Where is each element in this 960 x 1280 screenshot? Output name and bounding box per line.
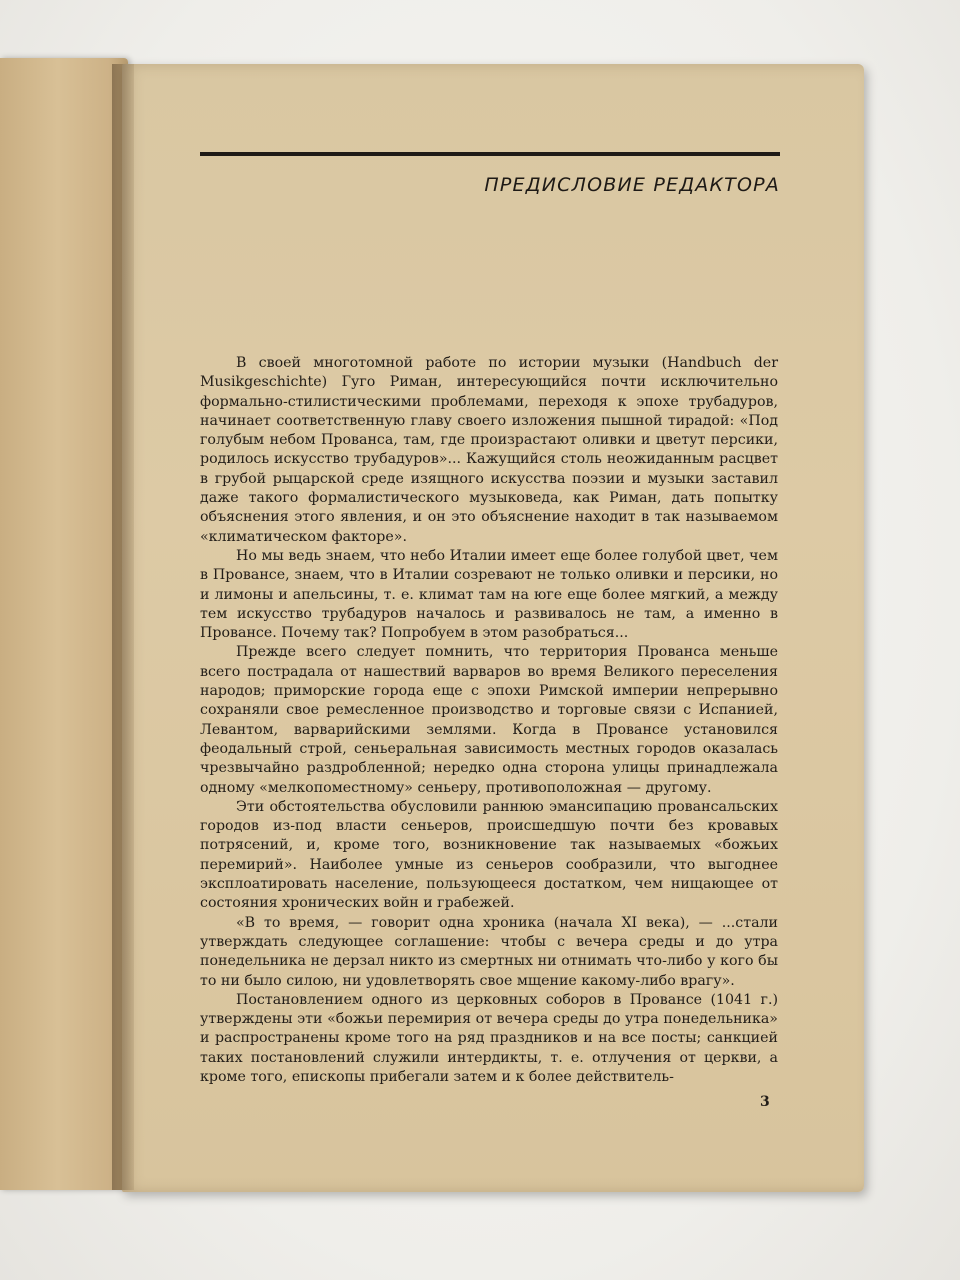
paragraph: Прежде всего следует помнить, что территория Прованса меньше всего пострадала от нашествий варваров во время Великого переселения народов; приморские города еще с эпохи Римской империи непрерывно сохраняли свое ремесленное производство и торговые связи с Испанией, Левантом, варварийскими землями. Когда в Провансе установился феодальный строй, сеньеральная зависимость местных городов оказалась чрезвычайно раздробленной; нередко одна сторона улицы принадлежала одному «мелкопоместному» сеньеру, противоположная — другому. xyxy=(200,644,778,796)
page-number: 3 xyxy=(760,1094,770,1110)
left-page-edge xyxy=(0,58,128,1190)
paragraph: Но мы ведь знаем, что небо Италии имеет еще более голубой цвет, чем в Провансе, знаем, что в Италии созревают не только оливки и персики, но и лимоны и апельсины, т. е. климат там на юге еще более мягкий, а между тем искусство трубадуров началось и развивалось не там, а именно в Провансе. Почему так? Попробуем в этом разобраться... xyxy=(200,547,778,642)
header-rule xyxy=(200,152,780,156)
paragraph: В своей многотомной работе по истории музыки (Handbuch der Musikgeschichte) Гуго Риман, интересующийся почти исключительно формально-стилистическими проблемами, переходя к эпохе трубадуров, начинает соответственную главу своего изложения пышной тирадой: «Под голубым небом Прованса, там, где произрастают оливки и цветут персики, родилось искусство трубадуров»... Кажущийся столь неожиданным расцвет в грубой рыцарской среде изящного искусства поэзии и музыки заставил даже такого формалистического музыковеда, как Риман, дать попытку объяснения этого явления, и он это объяснение находит в так называемом «климатическом факторе». xyxy=(200,355,778,545)
body-text xyxy=(200,354,778,1087)
paragraph: Постановлением одного из церковных соборов в Провансе (1041 г.) утверждены эти «божьи перемирия от вечера среды до утра понедельника» и распространены кроме того на ряд праздников и на все посты; санкцией таких постановлений служили интердикты, т. е. отлучения от церкви, а кроме того, епископы прибегали затем и к более действитель- xyxy=(200,991,778,1085)
book-gutter-shadow xyxy=(112,64,134,1190)
chapter-heading: ПРЕДИСЛОВИЕ РЕДАКТОРА xyxy=(484,174,780,196)
paragraph: Эти обстоятельства обусловили раннюю эмансипацию провансальских городов из-под власти сеньеров, происшедшую почти без кровавых потрясений, и, кроме того, возникновение так называемых «божьих перемирий». Наиболее умные из сеньеров сообразили, что выгоднее эксплоатировать население, пользующееся достатком, чем нищающее от состояния хронических войн и грабежей. xyxy=(200,798,778,912)
paragraph: «В то время, — говорит одна хроника (начала XI века), — ...стали утверждать следующее соглашение: чтобы с вечера среды и до утра понедельника не дерзал никто из смертных ни отнимать что-либо у кого бы то ни было силою, ни удовлетворять свое мщение какому-либо врагу». xyxy=(200,914,778,989)
